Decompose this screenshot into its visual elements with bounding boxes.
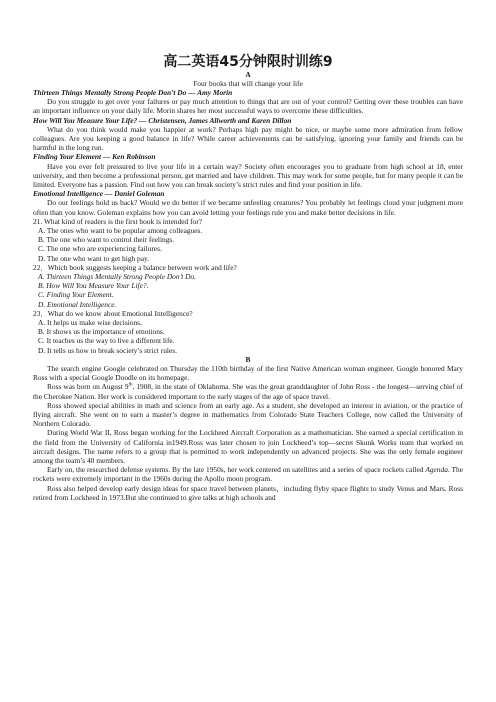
section-b-paragraph-2: Ross was born on August 9th, 1908, in the state of Oklahoma. She was the great granddaughter of John Ross - the longest—serving chief of the Cherokee Nation. Her work is considered important to the early stages of the age of space travel. <box>33 382 463 401</box>
question-21: 21. What kind of readers is the first book is intended for? <box>33 216 202 226</box>
question-23: 23．What do we know about Emotional Intelligence? <box>33 308 193 318</box>
section-a-label: A <box>245 70 251 79</box>
book-4-heading: Emotional Intelligence — Daniel Goleman <box>33 189 165 199</box>
book-3-heading: Finding Your Element — Ken Robinson <box>33 152 156 162</box>
question-22-option-d: D. Emotional Intelligence. <box>38 299 117 309</box>
question-22-option-b: B. How Will You Measure Your Life?. <box>38 281 149 291</box>
book-2-text: What do you think would make you happier at work? Perhaps high pay might be nice, or maybe some more admiration from fellow colleagues. Are you keeping a good balance in life? While career achievements can be satisfying, ignoring your family and friends can be harmful in the long run. <box>33 124 463 153</box>
question-22-option-c: C. Finding Your Element. <box>38 290 114 300</box>
question-23-option-a: A. It helps us make wise decisions. <box>38 318 142 328</box>
section-a-subtitle: Four books that will change your life <box>193 79 303 88</box>
section-b-label: B <box>245 354 251 364</box>
document-page <box>33 54 463 502</box>
question-23-option-c: C. It teaches us the way to live a different life. <box>38 336 175 346</box>
book-3-text: Have you ever felt pressured to live your life in a certain way? Society often encourages you to graduate from high school at 18, enter university, and then become a professional person, get married and have children. This may work for some people, but for many people it can be limited. Everyone has a passion. Find out how you can break society’s strict rules and find your position in life. <box>33 161 463 190</box>
section-b-paragraph-5: Early on, the researched defense systems. By the late 1950s, her work centered on satellites and a series of space rockets called Agenda. The rockets were extremely important in the 1960s during the Apollo moon program. <box>33 465 463 484</box>
question-21-option-a: A. The ones who want to be popular among colleagues. <box>38 226 203 236</box>
question-21-option-b: B. The one who want to control their feelings. <box>38 235 175 245</box>
question-22: 22．Which book suggests keeping a balance between work and life? <box>33 262 237 272</box>
page-title: 高二英语45分钟限时训练9 <box>163 54 333 70</box>
section-b-paragraph-4: During World War II, Ross began working for the Lockheed Aircraft Corporation as a mathematician. She earned a special certification in the field from the University of California in1949.Ross was later chosen to join Lockheed’s top—secret Skunk Works team that worked on aircraft designs. The name refers to a group that is permitted to work independently on advanced projects. She was the only female engineer among the team’s 40 members. <box>33 428 463 465</box>
book-4-text: Do our feelings hold us back? Would we do better if we became unfeeling creatures? You probably let feelings cloud your judgment more often than you know. Goleman explains how you can avoid letting your feelings rule you and make better decisions in life. <box>33 198 463 217</box>
book-2-heading: How Will You Measure Your Life? — Christensen, James Allworth and Karen Dillon <box>33 115 292 125</box>
question-21-option-c: C. The one who are experiencing failures. <box>38 244 162 254</box>
question-22-option-a: A. Thirteen Things Mentally Strong People Don’t Do. <box>38 272 196 282</box>
question-23-option-b: B. It shows us the importance of emotions. <box>38 327 165 337</box>
book-1-text: Do you struggle to get over your failures or pay much attention to things that are out of your control? Getting over these troubles can have an important influence on your daily life. Morin shares her most successful ways to overcome these difficulties. <box>33 97 463 116</box>
section-b-paragraph-3: Ross showed special abilities in math and science from an early age. As a student, she developed an interest in aviation, or the practice of flying aircraft. She went on to earn a master’s degree in mathematics from Colorado State Teachers College, now called the University of Northern Colorado. <box>33 400 463 429</box>
question-23-option-d: D. It tells us how to break society’s strict rules. <box>38 345 177 355</box>
book-1-heading: Thirteen Things Mentally Strong People Don’t Do — Amy Morin <box>33 88 233 97</box>
section-b-paragraph-1: The search engine Google celebrated on Thursday the 110th birthday of the first Native American woman engineer. Google honored Mary Ross with a special Google Doodle on its homepage. <box>33 363 463 383</box>
question-21-option-d: D. The one who want to get high pay. <box>38 253 150 263</box>
section-b-paragraph-6: Ross also helped develop early design ideas for space travel between planets，including flyby space flights to study Venus and Mars. Ross retired from Lockheed in 1973.But she continued to give talks at high schools and <box>33 483 463 502</box>
